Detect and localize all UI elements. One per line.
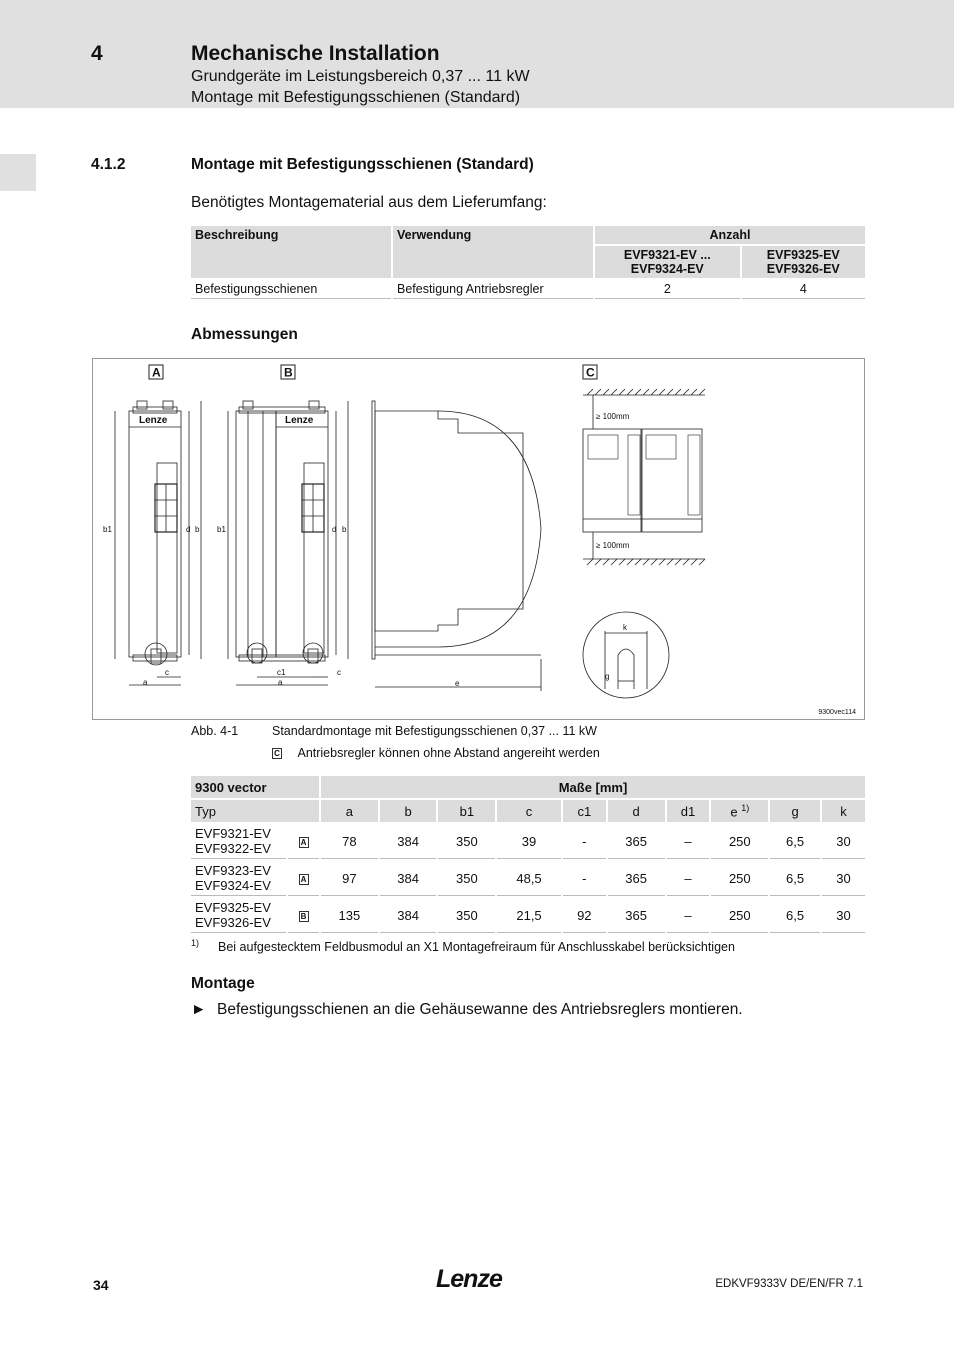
cell-c: 21,5 — [497, 898, 561, 933]
figure-caption-note: Antriebsregler können ohne Abstand angereiht werden — [297, 746, 600, 760]
material-row-use: Befestigung Antriebsregler — [393, 280, 593, 299]
device-side-view — [372, 401, 541, 691]
variant-b-label: B — [284, 365, 293, 380]
material-row — [191, 280, 865, 299]
dim-label-k: k — [623, 623, 627, 632]
dim-table-type-label: Typ — [191, 800, 319, 822]
dim-col-d: d — [608, 800, 665, 822]
cell-b: 384 — [380, 898, 437, 933]
section-title: Montage mit Befestigungsschienen (Standard) — [191, 156, 534, 173]
dim-label-b1-a: b1 — [103, 525, 112, 534]
cell-e: 250 — [711, 824, 768, 859]
footnote-mark: 1) — [191, 938, 200, 948]
material-group-1 — [595, 246, 740, 278]
dimensions-heading: Abmessungen — [191, 326, 298, 343]
cell-c: 48,5 — [497, 861, 561, 896]
document-id: EDKVF9333V DE/EN/FR 7.1 — [715, 1278, 863, 1290]
cell-e: 250 — [711, 898, 768, 933]
chapter-number: 4 — [91, 42, 103, 65]
cell-b1: 350 — [438, 824, 495, 859]
row-type-line-1: EVF9321-EV — [195, 826, 271, 841]
variant-c-label: C — [586, 365, 595, 380]
cell-k: 30 — [822, 824, 865, 859]
dim-col-e-sup: 1) — [741, 802, 750, 813]
device-a-dimensions — [115, 401, 201, 685]
dim-col-e — [711, 800, 768, 822]
cell-k: 30 — [822, 898, 865, 933]
dim-col-c: c — [497, 800, 561, 822]
page-number: 34 — [93, 1277, 109, 1293]
material-col-use: Verwendung — [393, 226, 593, 278]
figure-caption-text: Standardmontage mit Befestigungsschienen 0,37 ... 11 kW — [272, 724, 597, 738]
figure-caption-note-box: C — [272, 748, 282, 759]
dim-col-b1: b1 — [438, 800, 495, 822]
dim-col-k: k — [822, 800, 865, 822]
cell-g: 6,5 — [770, 861, 820, 896]
cell-a: 97 — [321, 861, 378, 896]
material-col-count: Anzahl — [595, 226, 865, 244]
section-number: 4.1.2 — [91, 156, 126, 173]
dimensions-table — [189, 774, 867, 935]
material-row-desc: Befestigungsschienen — [191, 280, 391, 299]
row-variant — [288, 898, 319, 933]
dim-col-e-label: e — [730, 804, 738, 820]
dim-col-b: b — [380, 800, 437, 822]
cell-c: 39 — [497, 824, 561, 859]
variant-a-label: A — [152, 365, 161, 380]
device-b — [236, 401, 328, 663]
cell-c1: 92 — [563, 898, 606, 933]
row-variant — [288, 824, 319, 859]
cell-c1: - — [563, 824, 606, 859]
section-intro: Benötigtes Montagematerial aus dem Lieferumfang: — [191, 194, 547, 211]
dim-label-e: e — [455, 679, 460, 688]
material-table — [189, 224, 867, 301]
group-2-line-1: EVF9325-EV — [766, 248, 840, 262]
row-type — [191, 824, 286, 859]
cell-e: 250 — [711, 861, 768, 896]
figure-caption-note-row — [272, 746, 600, 760]
dim-label-a-a: a — [143, 678, 148, 687]
dim-table-mass-header: Maße [mm] — [321, 776, 865, 798]
table-row — [191, 861, 865, 896]
dim-table-product: 9300 vector — [191, 776, 319, 798]
dim-label-c1-b: c1 — [277, 668, 286, 677]
row-type — [191, 861, 286, 896]
dim-label-b-a: b — [195, 525, 200, 534]
device-a — [129, 401, 181, 665]
cell-a: 78 — [321, 824, 378, 859]
dim-col-a: a — [321, 800, 378, 822]
row-type-line-2: EVF9324-EV — [195, 878, 271, 893]
chapter-subtitle-1: Grundgeräte im Leistungsbereich 0,37 ... 11 kW — [191, 68, 530, 85]
dimension-drawing — [93, 359, 866, 721]
cell-d1: – — [667, 824, 710, 859]
row-type-line-1: EVF9323-EV — [195, 863, 271, 878]
footnote-text: Bei aufgestecktem Feldbusmodul an X1 Montagefreiraum für Anschlusskabel berücksichtigen — [218, 940, 735, 954]
material-row-count-2: 4 — [742, 280, 865, 299]
table-row — [191, 898, 865, 933]
group-1-line-1: EVF9321-EV ... — [623, 248, 711, 262]
clearance-top-label: ≥ 100mm — [596, 412, 630, 421]
cell-b: 384 — [380, 861, 437, 896]
dim-col-c1: c1 — [563, 800, 606, 822]
cell-d1: – — [667, 861, 710, 896]
chapter-subtitle-2: Montage mit Befestigungsschienen (Standard) — [191, 89, 521, 106]
cell-d1: – — [667, 898, 710, 933]
material-row-count-1: 2 — [595, 280, 740, 299]
bullet-arrow-icon: ► — [191, 1001, 207, 1018]
device-b-brand: Lenze — [285, 415, 314, 426]
group-1-line-2: EVF9324-EV — [630, 262, 704, 276]
cell-d: 365 — [608, 861, 665, 896]
material-group-2 — [742, 246, 865, 278]
dim-label-d-a: d — [186, 525, 191, 534]
row-variant-box: A — [299, 837, 309, 848]
side-tab-marker — [0, 154, 36, 191]
row-variant-box: B — [299, 911, 309, 922]
dim-label-b1-b: b1 — [217, 525, 226, 534]
cell-b: 384 — [380, 824, 437, 859]
chapter-title: Mechanische Installation — [191, 42, 440, 65]
dimension-figure — [92, 358, 865, 720]
dim-label-c-a: c — [165, 668, 169, 677]
row-variant-box: A — [299, 874, 309, 885]
montage-step — [191, 1001, 743, 1019]
cell-d: 365 — [608, 898, 665, 933]
row-type-line-2: EVF9322-EV — [195, 841, 271, 856]
dim-col-g: g — [770, 800, 820, 822]
lenze-logo: Lenze — [436, 1265, 502, 1293]
row-variant — [288, 861, 319, 896]
cell-d: 365 — [608, 824, 665, 859]
cell-b1: 350 — [438, 898, 495, 933]
cell-k: 30 — [822, 861, 865, 896]
dim-label-d-b: d — [332, 525, 337, 534]
montage-heading: Montage — [191, 975, 255, 992]
figure-caption-number: Abb. 4-1 — [191, 724, 239, 738]
cell-c1: - — [563, 861, 606, 896]
dim-label-a-b: a — [278, 678, 283, 687]
row-type — [191, 898, 286, 933]
dim-col-d1: d1 — [667, 800, 710, 822]
row-type-line-1: EVF9325-EV — [195, 900, 271, 915]
figure-id: 9300vec114 — [818, 709, 856, 716]
dim-label-b-b: b — [342, 525, 347, 534]
table-row — [191, 824, 865, 859]
device-a-brand: Lenze — [139, 415, 168, 426]
material-col-desc: Beschreibung — [191, 226, 391, 278]
group-2-line-2: EVF9326-EV — [766, 262, 840, 276]
cell-b1: 350 — [438, 861, 495, 896]
clearance-bottom-label: ≥ 100mm — [596, 541, 630, 550]
row-type-line-2: EVF9326-EV — [195, 915, 271, 930]
montage-step-text: Befestigungsschienen an die Gehäusewanne des Antriebsreglers montieren. — [217, 1001, 743, 1018]
dim-label-g: g — [605, 672, 610, 681]
cell-a: 135 — [321, 898, 378, 933]
dim-label-c-b: c — [337, 668, 341, 677]
cell-g: 6,5 — [770, 898, 820, 933]
device-b-dimensions — [228, 401, 348, 685]
cell-g: 6,5 — [770, 824, 820, 859]
